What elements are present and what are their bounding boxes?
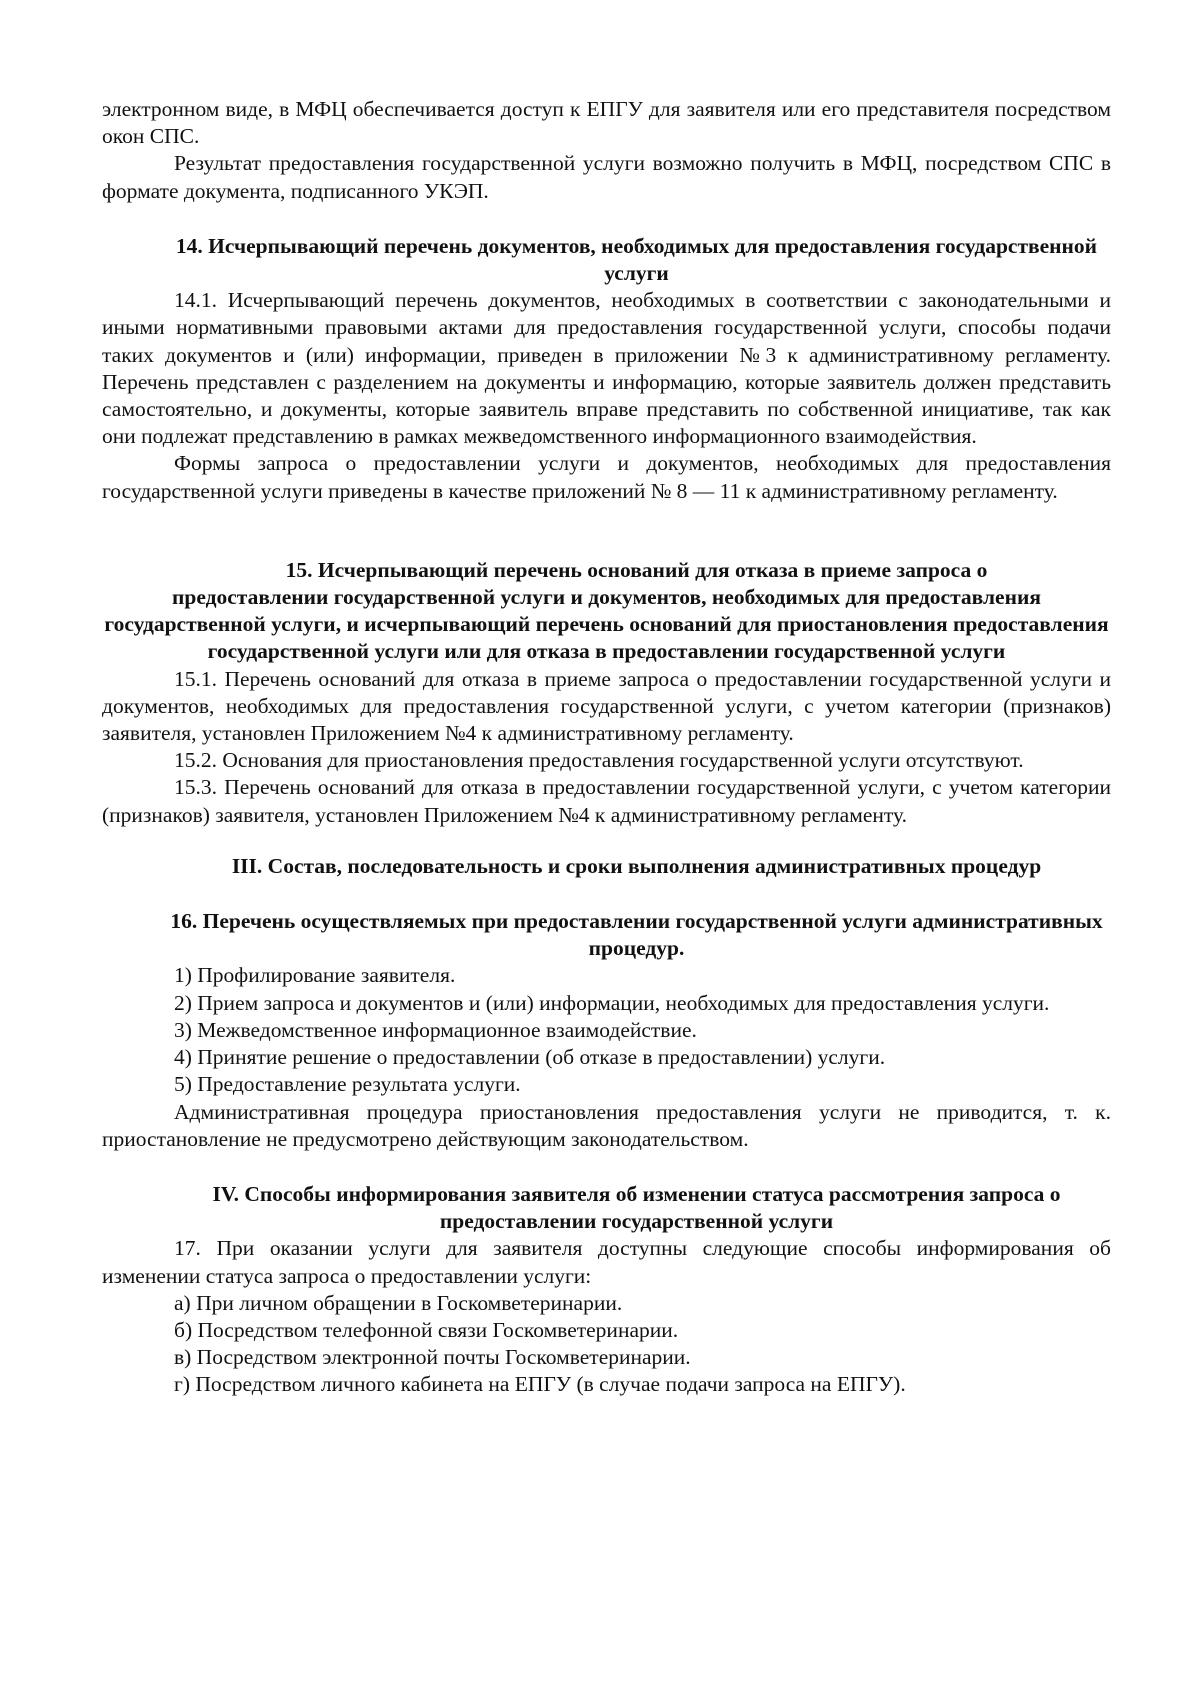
section-16-item-4: 4) Принятие решение о предоставлении (об отказе в предоставлении) услуги. [174,1045,886,1070]
section-15-paragraph-1: 15.1. Перечень оснований для отказа в приеме запроса о предоставлении государственной услуги и документов, необходимых для предоставления государственной услуги, с учетом категории (признаков) заявителя, установлен Приложением №4 к административному регламенту. [102,666,1111,746]
section-IV-paragraph-1: 17. При оказании услуги для заявителя доступны следующие способы информирования об изменении статуса запроса о предоставлении услуги: [102,1236,1111,1288]
section-16-item-3: 3) Межведомственное информационное взаимодействие. [174,1017,697,1042]
section-IV-item-a: а) При личном обращении в Госкомветеринарии. [174,1290,623,1315]
section-IV-item-b: б) Посредством телефонной связи Госкомветеринарии. [174,1317,679,1342]
section-IV-item-g: г) Посредством личного кабинета на ЕПГУ (в случае подачи запроса на ЕПГУ). [174,1372,906,1397]
section-16-note: Административная процедура приостановления предоставления услуги не приводится, т. к. приостановление не предусмотрено действующим законодательством. [102,1099,1111,1151]
section-III-heading: III. Состав, последовательность и сроки выполнения административных процедур [231,853,1042,878]
section-15-paragraph-2: 15.2. Основания для приостановления предоставления государственной услуги отсутствуют. [174,748,1024,773]
section-16-heading: 16. Перечень осуществляемых при предоставлении государственной услуги административных процедур. [170,909,1103,961]
section-14-heading: 14. Исчерпывающий перечень документов, необходимых для предоставления государственной услуги [175,233,1098,286]
section-15-heading [102,557,1111,666]
intro-paragraph-1: электронном виде, в МФЦ обеспечивается доступ к ЕПГУ для заявителя или его представителя посредством окон СПС. [102,97,1111,149]
section-14-paragraph-1: 14.1. Исчерпывающий перечень документов, необходимых в соответствии с законодательными и иными нормативными правовыми актами для предоставления государственной услуги, способы подачи таких документов и (или) информации, приведен в приложении №3 к административному регламенту. Перечень представлен с разделением на документы и информацию, которые заявитель должен представить самостоятельно, и документы, которые заявитель вправе представить по собственной инициативе, так как они подлежат представлению в рамках межведомственного информационного взаимодействия. [102,288,1111,449]
document-body [102,96,1111,1399]
section-16-item-2: 2) Прием запроса и документов и (или) информации, необходимых для предоставления услуги. [174,990,1050,1015]
section-16-item-5: 5) Предоставление результата услуги. [174,1072,521,1097]
section-15-heading-rest: предоставлении государственной услуги и документов, необходимых для предоставления государственной услуги, и исчерпывающий перечень оснований для приостановления предоставления государственной услуги или для отказа в предоставлении государственной услуги [104,585,1109,664]
section-IV-item-v: в) Посредством электронной почты Госкомветеринарии. [174,1345,691,1370]
section-14-paragraph-2: Формы запроса о предоставлении услуги и документов, необходимых для предоставления государственной услуги приведены в качестве приложений № 8 — 11 к административному регламенту. [102,451,1111,503]
section-15-paragraph-3: 15.3. Перечень оснований для отказа в предоставлении государственной услуги, с учетом категории (признаков) заявителя, установлен Приложением №4 к административному регламенту. [102,775,1111,827]
intro-paragraph-2: Результат предоставления государственной услуги возможно получить в МФЦ, посредством СПС в формате документа, подписанного УКЭП. [102,151,1111,203]
section-16-item-1: 1) Профилирование заявителя. [174,963,456,988]
section-IV-heading: IV. Способы информирования заявителя об изменении статуса рассмотрения запроса о предоставлении государственной услуги [212,1181,1061,1234]
section-15-heading-line-1: 15. Исчерпывающий перечень оснований для отказа в приеме запроса о [285,557,988,582]
